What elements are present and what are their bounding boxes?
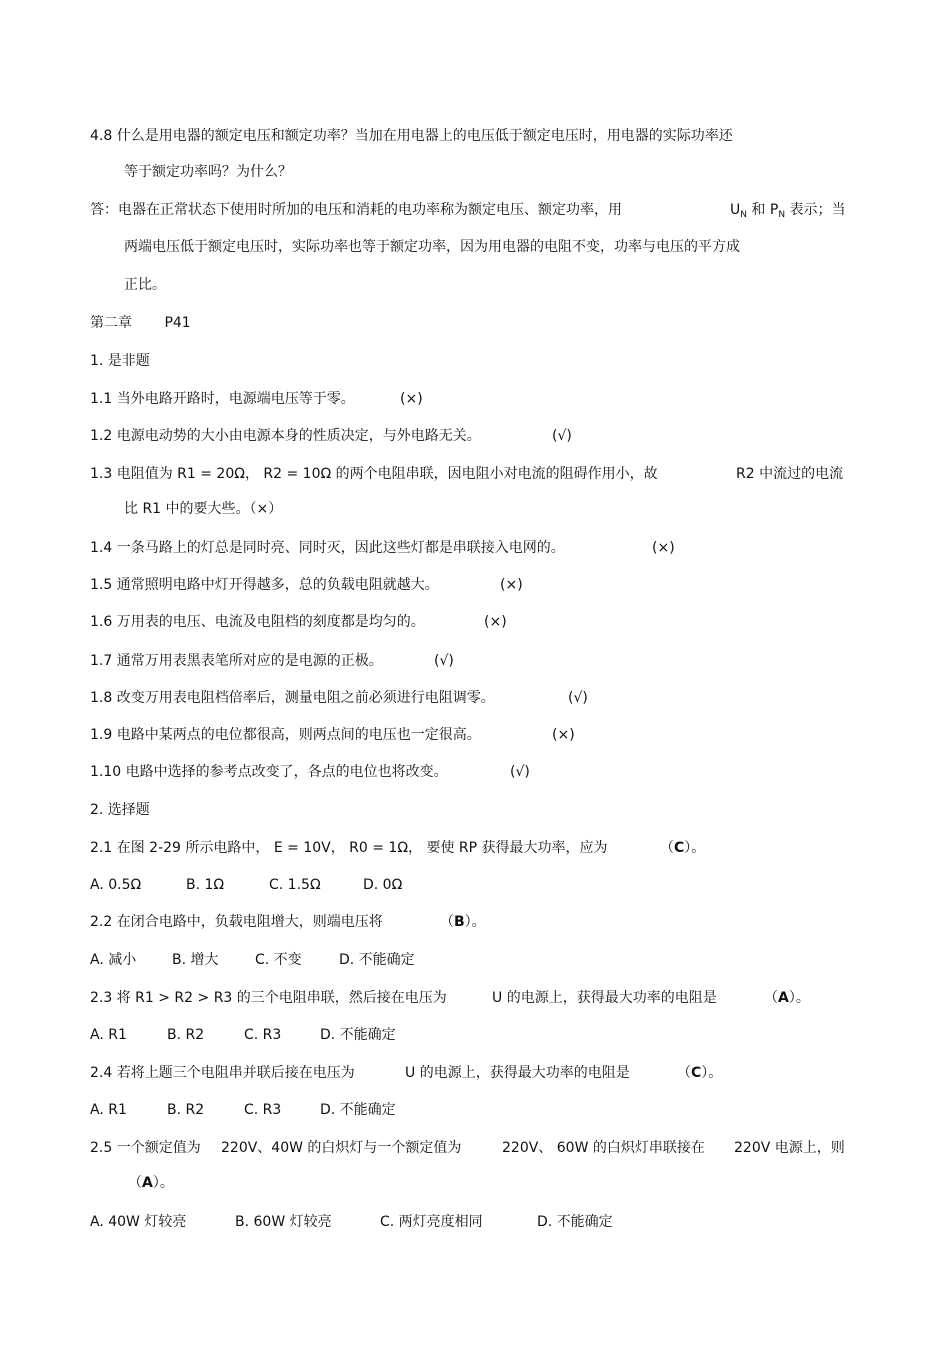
tf-question: 1.1 当外电路开路时，电源端电压等于零。 — [90, 391, 355, 407]
chapter-heading — [90, 314, 191, 332]
options-2-5 — [90, 1213, 613, 1231]
tf-question: 1.5 通常照明电路中灯开得越多，总的负载电阻就越大。 — [90, 577, 439, 593]
options-2-2 — [90, 951, 415, 969]
answer-2-1: （C）。 — [660, 840, 706, 856]
option: B. 1Ω — [186, 877, 225, 893]
answer-4-8-line2: 两端电压低于额定电压时，实际功率也等于额定功率，因为用电器的电阻不变，功率与电压的平方成 — [124, 239, 740, 255]
question-2-4: 2.4 若将上题三个电阻串并联后接在电压为 — [90, 1065, 355, 1081]
tf-question: 1.8 改变万用表电阻档倍率后，测量电阻之前必须进行电阻调零。 — [90, 690, 495, 706]
tf-answer: (×) — [400, 391, 423, 407]
section-multiple-choice: 2. 选择题 — [90, 802, 150, 818]
option: A. 减小 — [90, 952, 137, 968]
chapter-page: P41 — [164, 315, 191, 331]
question-2-3-tail: U 的电源上，获得最大功率的电阻是 — [492, 990, 717, 1006]
option: D. 不能确定 — [320, 1027, 396, 1043]
question-2-4-tail: U 的电源上，获得最大功率的电阻是 — [405, 1065, 630, 1081]
option: C. R3 — [244, 1102, 282, 1118]
option: B. 60W 灯较亮 — [235, 1214, 332, 1230]
answer-4-8-line1: 答：电器在正常状态下使用时所加的电压和消耗的电功率称为额定电压、额定功率，用 — [90, 202, 622, 218]
option: D. 0Ω — [363, 877, 403, 893]
tf-question: 1.2 电源电动势的大小由电源本身的性质决定，与外电路无关。 — [90, 428, 481, 444]
section-true-false: 1. 是非题 — [90, 353, 150, 369]
question-2-2: 2.2 在闭合电路中，负载电阻增大，则端电压将 — [90, 914, 383, 930]
question-2-3: 2.3 将 R1 > R2 > R3 的三个电阻串联，然后接在电压为 — [90, 990, 447, 1006]
option: C. 1.5Ω — [269, 877, 321, 893]
question-2-1: 2.1 在图 2-29 所示电路中， E = 10V， R0 = 1Ω， 要使 RP 获得最大功率，应为 — [90, 840, 608, 856]
chapter-name: 第二章 — [90, 315, 132, 331]
question-1-3-tail: R2 中流过的电流 — [736, 466, 844, 482]
question-2-5-part4: 220V 电源上，则 — [734, 1140, 845, 1156]
tf-question: 1.9 电路中某两点的电位都很高，则两点间的电压也一定很高。 — [90, 727, 481, 743]
tf-answer: (×) — [500, 577, 523, 593]
option: D. 不能确定 — [320, 1102, 396, 1118]
tf-answer: (√) — [510, 764, 530, 780]
tf-answer: (√) — [552, 428, 572, 444]
answer-2-5: （A）。 — [128, 1175, 174, 1191]
option: A. 0.5Ω — [90, 877, 142, 893]
option: C. 两灯亮度相同 — [380, 1214, 483, 1230]
tf-answer: (√) — [568, 690, 588, 706]
answer-4-8-symbols: $U_N$ 和 $P_N$ 表示；当 — [730, 202, 846, 220]
tf-answer: (×) — [552, 727, 575, 743]
question-1-3-line2: 比 R1 中的要大些。（×） — [124, 501, 283, 517]
option: C. 不变 — [255, 952, 302, 968]
tf-question: 1.10 电路中选择的参考点改变了，各点的电位也将改变。 — [90, 764, 448, 780]
answer-2-2: （B）。 — [440, 914, 486, 930]
answer-4-8-line3: 正比。 — [124, 277, 166, 293]
question-2-5-part3: 220V、 60W 的白炽灯串联接在 — [502, 1140, 705, 1156]
option: A. R1 — [90, 1027, 127, 1043]
answer-2-4: （C）。 — [677, 1065, 723, 1081]
option: B. 增大 — [172, 952, 219, 968]
option: A. 40W 灯较亮 — [90, 1214, 187, 1230]
option: A. R1 — [90, 1102, 127, 1118]
question-2-5-part2: 220V、40W 的白炽灯与一个额定值为 — [221, 1140, 462, 1156]
options-2-3 — [90, 1026, 396, 1044]
question-4-8-line2: 等于额定功率吗？为什么？ — [124, 164, 292, 180]
question-1-3-line1: 1.3 电阻值为 R1 = 20Ω， R2 = 10Ω 的两个电阻串联，因电阻小对电流的阻碍作用小，故 — [90, 466, 658, 482]
option: D. 不能确定 — [537, 1214, 613, 1230]
options-2-4 — [90, 1101, 396, 1119]
tf-question: 1.4 一条马路上的灯总是同时亮、同时灭，因此这些灯都是串联接入电网的。 — [90, 540, 565, 556]
question-2-5-part1: 2.5 一个额定值为 — [90, 1140, 201, 1156]
tf-answer: (√) — [434, 653, 454, 669]
options-2-1 — [90, 876, 490, 894]
option: C. R3 — [244, 1027, 282, 1043]
tf-answer: (×) — [652, 540, 675, 556]
answer-2-3: （A）。 — [764, 990, 810, 1006]
option: D. 不能确定 — [339, 952, 415, 968]
tf-answer: (×) — [484, 614, 507, 630]
question-4-8-line1: 4.8 什么是用电器的额定电压和额定功率？当加在用电器上的电压低于额定电压时，用电器的实际功率还 — [90, 128, 733, 144]
tf-question: 1.7 通常万用表黑表笔所对应的是电源的正极。 — [90, 653, 383, 669]
option: B. R2 — [167, 1027, 205, 1043]
option: B. R2 — [167, 1102, 205, 1118]
tf-question: 1.6 万用表的电压、电流及电阻档的刻度都是均匀的。 — [90, 614, 425, 630]
